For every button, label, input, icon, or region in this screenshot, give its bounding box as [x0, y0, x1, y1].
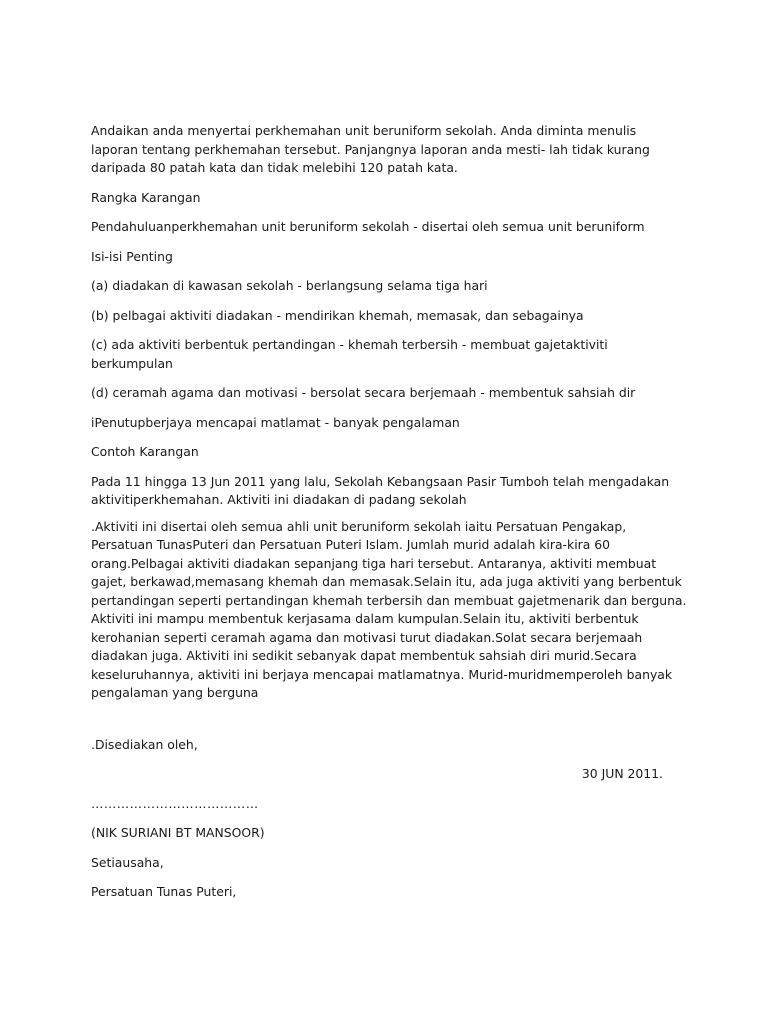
points-list [91, 277, 687, 403]
prepared-by: .Disediakan oleh, [91, 736, 198, 752]
outline-intro: Pendahuluanperkhemahan unit beruniform sekolah - disertai oleh semua unit beruniform [91, 219, 645, 234]
signature-line: ………………………………… [91, 795, 259, 811]
example-paragraph-1: Pada 11 hingga 13 Jun 2011 yang lalu, Sekolah Kebangsaan Pasir Tumboh telah mengadakan aktivitiperkhemahan. Aktiviti ini diadakan di padang sekolah [91, 473, 670, 507]
spacer [91, 714, 687, 736]
example-paragraph-2: .Aktiviti ini disertai oleh semua ahli unit beruniform sekolah iaitu Persatuan Pengakap, Persatuan TunasPuteri dan Persatuan Puteri Islam. Jumlah murid adalah kira-kira 60 orang.Pelbagai aktiviti diadakan sepanjang tiga hari tersebut. Antaranya, aktiviti membuat gajet, berkawad,memasang khemah dan memasak.Selain itu, ada juga aktiviti yang berbentuk pertandingan seperti pertandingan khemah terbersih dan membuat gajetmenarik dan berguna. Aktiviti ini mampu membentuk kerjasama dalam kumpulan.Selain itu, aktiviti berbentuk kerohanian seperti ceramah agama dan motivasi turut diadakan.Solat secara berjemaah diadakan juga. Aktiviti ini sedikit sebanyak dapat membentuk sahsiah diri murid.Secara keseluruhannya, aktiviti ini berjaya mencapai matlamatnya. Murid-muridmemperoleh banyak pengalaman yang berguna [91, 518, 687, 700]
signatory-organisation: Persatuan Tunas Puteri, [91, 884, 237, 899]
signatory-title: Setiausaha, [91, 854, 164, 870]
point-item-c: (c) ada aktiviti berbentuk pertandingan - khemah terbersih - membuat gajetaktiviti berkumpulan [91, 337, 608, 371]
report-date: 30 JUN 2011. [581, 766, 663, 781]
outline-closing: iPenutupberjaya mencapai matlamat - banyak pengalaman [91, 414, 460, 430]
outline-heading: Rangka Karangan [91, 189, 201, 205]
example-heading: Contoh Karangan [91, 444, 199, 459]
point-item-b: (b) pelbagai aktiviti diadakan - mendirikan khemah, memasak, dan sebagainya [91, 307, 584, 323]
document-body [91, 122, 687, 913]
point-item-d: (d) ceramah agama dan motivasi - bersolat secara berjemaah - membentuk sahsiah dir [91, 385, 636, 400]
question-text: Andaikan anda menyertai perkhemahan unit beruniform sekolah. Anda diminta menulis laporan tentang perkhemahan tersebut. Panjangnya laporan anda mesti- lah tidak kurang daripada 80 patah kata dan tidak melebihi 120 patah kata. [91, 123, 650, 175]
point-item-a: (a) diadakan di kawasan sekolah - berlangsung selama tiga hari [91, 278, 488, 293]
points-heading: Isi-isi Penting [91, 248, 173, 264]
signatory-name: (NIK SURIANI BT MANSOOR) [91, 825, 265, 840]
